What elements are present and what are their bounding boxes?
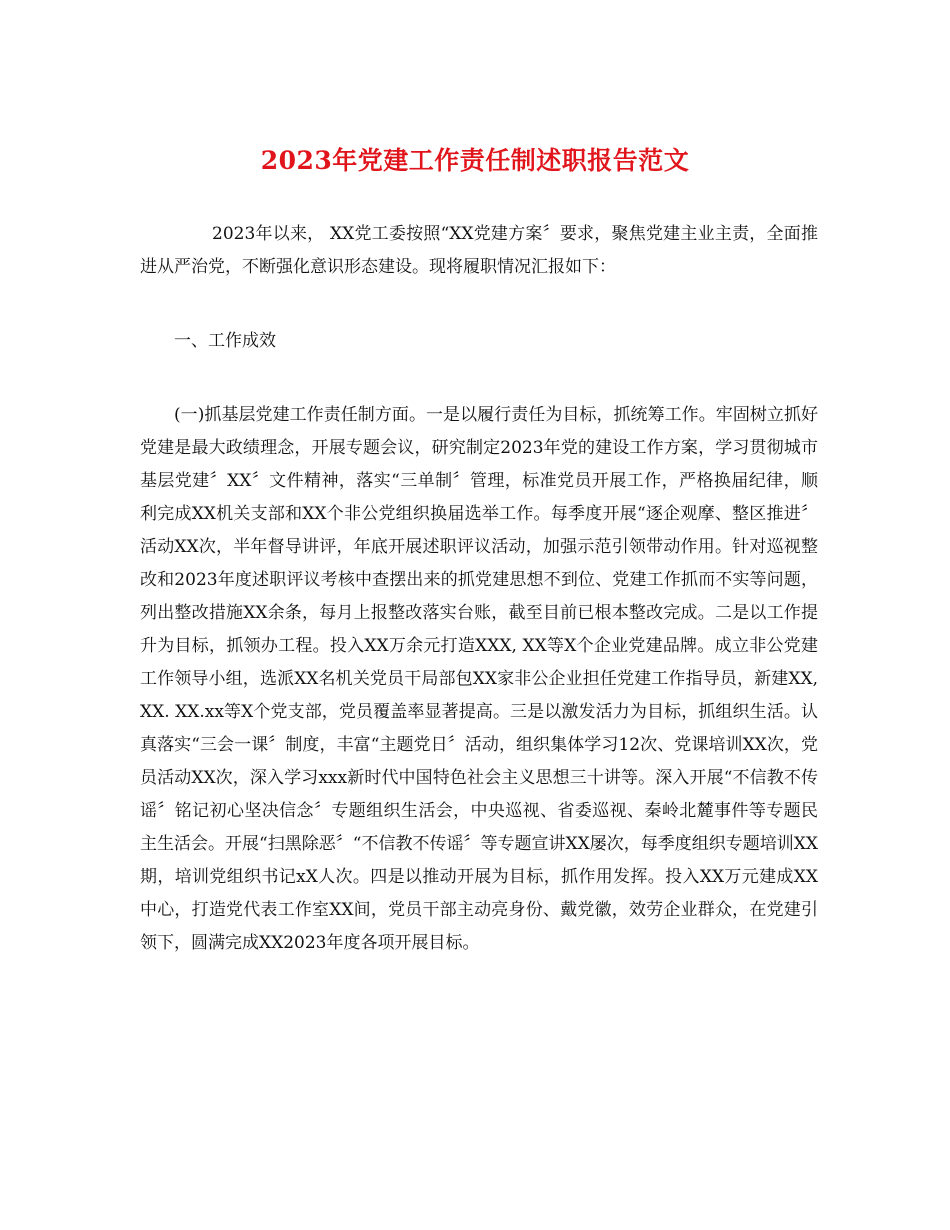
section-body-paragraph: (一)抓基层党建工作责任制方面。一是以履行责任为目标，抓统筹工作。牢固树立抓好党建是最大政绩理念，开展专题会议，研究制定2023年党的建设工作方案，学习贯彻城市基层党建〞XX〞文件精神，落实“三单制〞管理，标准党员开展工作，严格换届纪律，顺利完成XX机关支部和XX个非公党组织换届选举工作。每季度开展“逐企观摩、整区推进〞活动XX次，半年督导讲评，年底开展述职评议活动，加强示范引领带动作用。针对巡视整改和2023年度述职评议考核中查摆出来的抓党建思想不到位、党建工作抓而不实等问题，列出整改措施XX余条，每月上报整改落实台账，截至目前已根本整改完成。二是以工作提升为目标，抓领办工程。投入XX万余元打造XXX, XX等X个企业党建品牌。成立非公党建工作领导小组，选派XX名机关党员干局部包XX家非公企业担任党建工作指导员，新建XX, XX. XX.xx等X个党支部，党员覆盖率显著提高。三是以激发活力为目标，抓组织生活。认真落实“三会一课〞制度，丰富“主题党日〞活动，组织集体学习12次、党课培训XX次，党员活动XX次，深入学习xxx新时代中国特色社会主义思想三十讲等。深入开展“不信教不传谣〞铭记初心坚决信念〞专题组织生活会，中央巡视、省委巡视、秦岭北麓事件等专题民主生活会。开展“扫黑除恶〞“不信教不传谣〞等专题宣讲XX屡次，每季度组织专题培训XX期，培训党组织书记xX人次。四是以推动开展为目标，抓作用发挥。投入XX万元建成XX中心，打造党代表工作室XX间，党员干部主动亮身份、戴党徽，效劳企业群众，在党建引领下，圆满完成XX2023年度各项开展目标。 — [140, 405, 818, 953]
section-heading: 一、工作成效 — [174, 331, 276, 351]
intro-paragraph: 2023年以来， XX党工委按照“XX党建方案〞要求，聚焦党建主业主责，全面推进从严治党，不断强化意识形态建设。现将履职情况汇报如下： — [140, 224, 818, 277]
document-title: 2023年党建工作责任制述职报告范文 — [260, 146, 690, 175]
